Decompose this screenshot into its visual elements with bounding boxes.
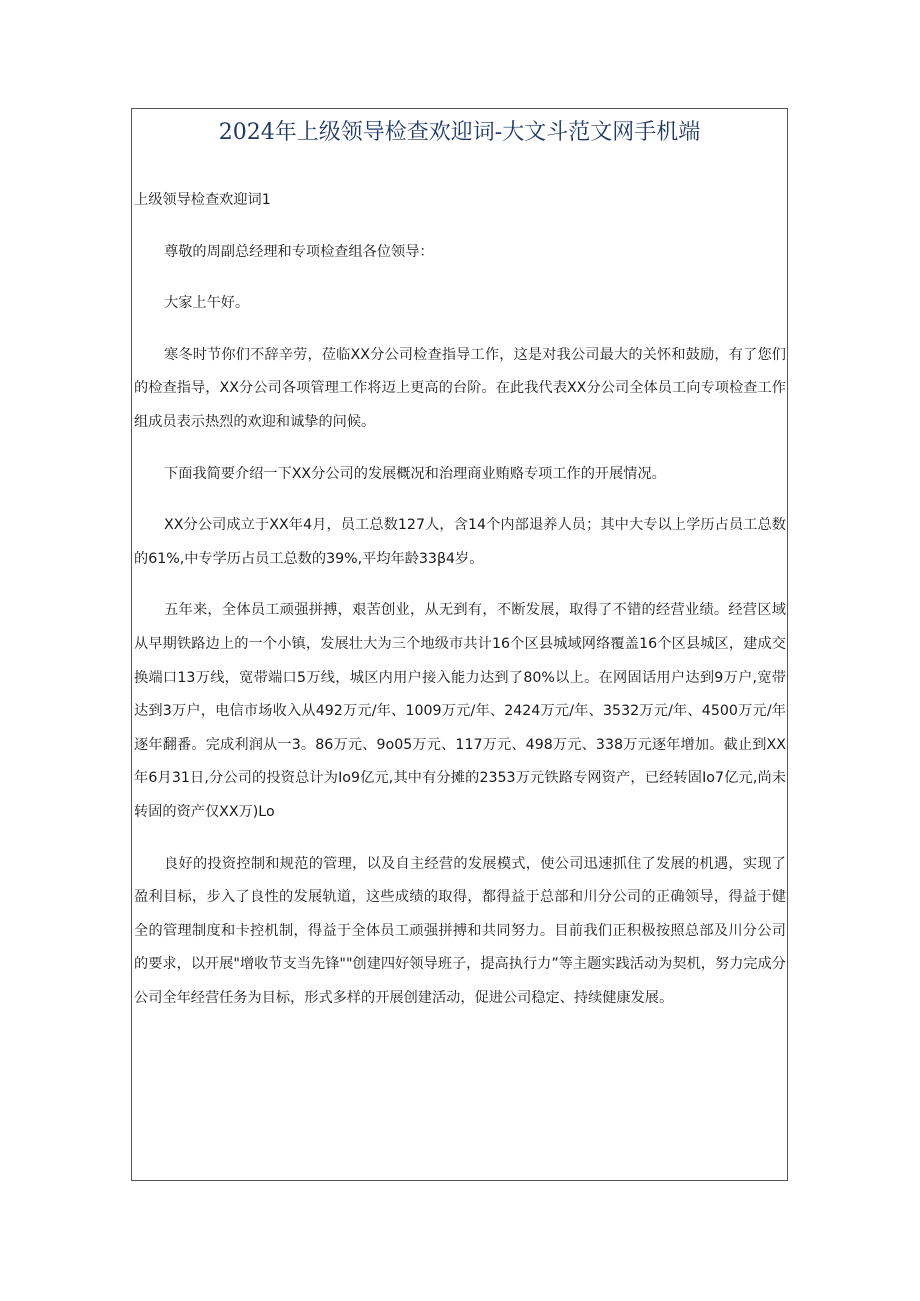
greeting: 大家上午好。 xyxy=(164,295,250,312)
paragraph-outlook: 良好的投资控制和规范的管理，以及自主经营的发展模式，使公司迅速抓住了发展的机遇，实现了盈利目标，步入了良性的发展轨道，这些成绩的取得，都得益于总部和川分公司的正确领导，得益于健全的管理制度和卡控机制，得益于全体员工顽强拼搏和共同努力。目前我们正积极按照总部及川分公司的要求，以开展"增收节支当先锋""创建四好领导班子，提高执行力”等主题实践活动为契机，努力完成分公司全年经营任务为目标，形式多样的开展创建活动，促进公司稳定、持续健康发展。 xyxy=(134,855,786,1006)
paragraph-welcome: 寒冬时节你们不辞辛劳，莅临XX分公司检查指导工作，这是对我公司最大的关怀和鼓励，有了您们的检查指导，XX分公司各项管理工作将迈上更高的台阶。在此我代表XX分公司全体员工向专项检查工作组成员表示热烈的欢迎和诚挚的问候。 xyxy=(134,346,786,430)
document-title: 2024年上级领导检查欢迎词-大文斗范文网手机端 xyxy=(218,120,701,145)
paragraph-company-facts: XX分公司成立于XX年4月，员工总数127人，含14个内部退养人员；其中大专以上学历占员工总数的61%,中专学历占员工总数的39%,平均年龄33β4岁。 xyxy=(134,517,786,567)
document-body xyxy=(134,184,786,1015)
paragraph-intro: 下面我简要介绍一下XX分公司的发展概况和治理商业贿赂专项工作的开展情况。 xyxy=(164,465,666,482)
section-heading: 上级领导检查欢迎词1 xyxy=(134,192,271,208)
salutation: 尊敬的周副总经理和专项检查组各位领导： xyxy=(164,243,434,260)
paragraph-performance: 五年来，全体员工顽强拼搏，艰苦创业，从无到有，不断发展，取得了不错的经营业绩。经营区域从早期铁路边上的一个小镇，发展壮大为三个地级市共计16个区县城域网络覆盖16个区县城区，建成交换端口13万线，宽带端口5万线，城区内用户接入能力达到了80%以上。在网固话用户达到9万户,宽带达到3万户，电信市场收入从492万元/年、1009万元/年、2424万元/年、3532万元/年、4500万元/年逐年翻番。完成利润从一3。86万元、9o05万元、117万元、498万元、338万元逐年增加。截止到XX年6月31日,分公司的投资总计为Io9亿元,其中有分摊的2353万元铁路专网资产，已经转固Io7亿元,尚未转固的资产仅XX万)Lo xyxy=(134,602,786,820)
